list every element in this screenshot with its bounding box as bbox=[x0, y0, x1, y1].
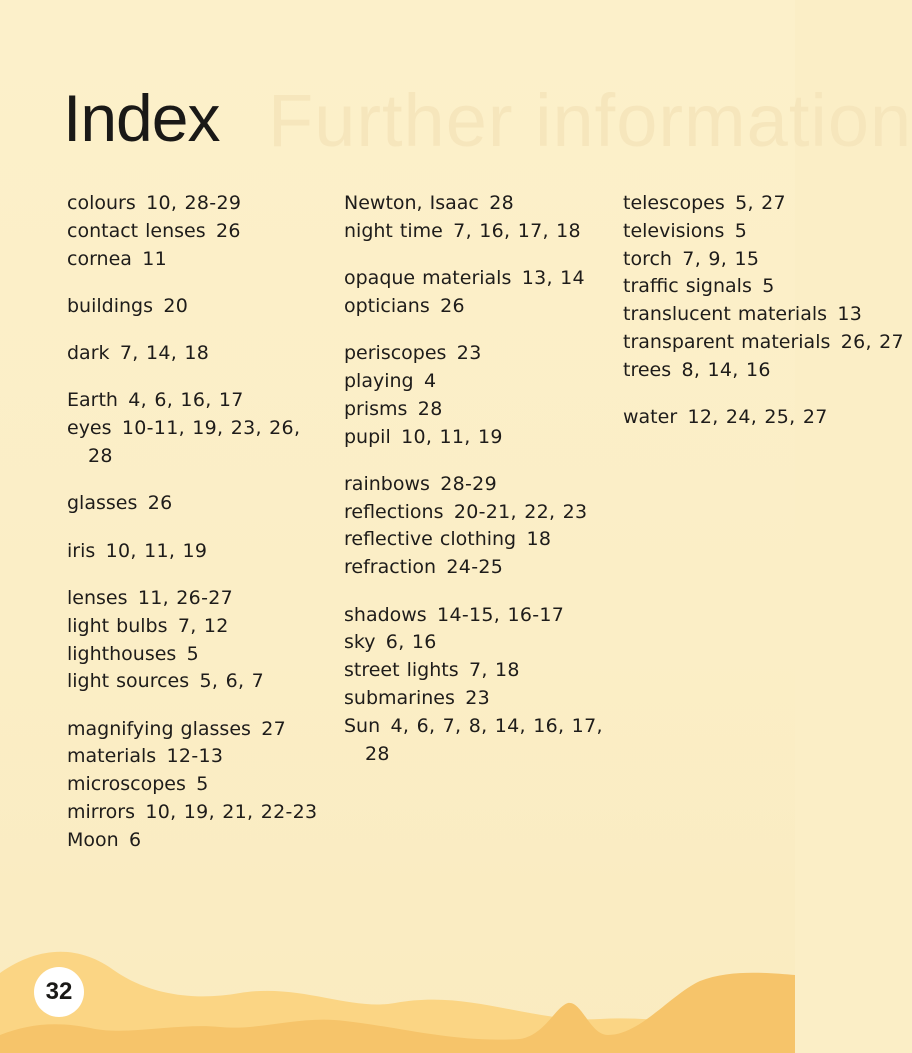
index-pages: 7, 18 bbox=[461, 659, 520, 682]
index-entry bbox=[344, 499, 609, 527]
index-pages: 5, 6, 7 bbox=[192, 670, 265, 693]
index-term: buildings bbox=[67, 294, 154, 317]
index-term: lenses bbox=[67, 586, 128, 609]
index-term: dark bbox=[67, 342, 110, 365]
index-pages: 10-11, 19, 23, 26, 28 bbox=[88, 417, 301, 468]
ghost-heading: Further information bbox=[268, 79, 912, 162]
index-pages: 13 bbox=[830, 303, 863, 326]
index-term: translucent materials bbox=[623, 303, 828, 326]
index-term: contact lenses bbox=[67, 219, 206, 242]
index-term: periscopes bbox=[344, 342, 447, 365]
index-entry bbox=[67, 538, 332, 566]
index-group bbox=[67, 387, 332, 470]
index-column-3 bbox=[623, 190, 904, 451]
index-pages: 24-25 bbox=[439, 556, 504, 579]
index-pages: 14-15, 16-17 bbox=[429, 603, 565, 626]
index-pages: 20 bbox=[156, 294, 189, 317]
index-term: sky bbox=[344, 631, 376, 654]
index-pages: 7, 9, 15 bbox=[674, 247, 760, 270]
index-entry bbox=[623, 301, 863, 329]
index-pages: 23 bbox=[449, 342, 482, 365]
index-pages: 4 bbox=[416, 369, 437, 392]
index-term: submarines bbox=[344, 686, 455, 709]
decorative-waves bbox=[0, 923, 795, 1053]
index-entry bbox=[623, 329, 904, 357]
index-term: playing bbox=[344, 369, 414, 392]
index-pages: 5 bbox=[188, 773, 209, 796]
index-entry bbox=[344, 471, 609, 499]
index-term: light sources bbox=[67, 670, 190, 693]
index-term: Sun bbox=[344, 714, 381, 737]
index-pages: 12, 24, 25, 27 bbox=[680, 406, 828, 429]
index-entry bbox=[67, 613, 332, 641]
index-entry bbox=[344, 526, 609, 554]
index-pages: 6 bbox=[121, 828, 142, 851]
index-term: Newton, Isaac bbox=[344, 192, 479, 214]
index-pages: 12-13 bbox=[159, 745, 224, 768]
index-group bbox=[67, 490, 332, 518]
index-term: lighthouses bbox=[67, 642, 177, 665]
index-group bbox=[67, 538, 332, 566]
index-term: water bbox=[623, 406, 678, 429]
index-entry bbox=[344, 713, 609, 769]
index-term: glasses bbox=[67, 492, 138, 515]
index-pages: 7, 16, 17, 18 bbox=[445, 219, 581, 242]
index-pages: 10, 19, 21, 22-23 bbox=[138, 801, 318, 824]
index-entry bbox=[344, 554, 609, 582]
index-group bbox=[344, 471, 609, 582]
index-entry bbox=[67, 827, 332, 855]
index-term: reflections bbox=[344, 500, 444, 523]
index-entry bbox=[67, 190, 332, 218]
index-pages: 10, 28-29 bbox=[138, 192, 242, 214]
index-term: iris bbox=[67, 539, 96, 562]
index-term: traffic signals bbox=[623, 275, 752, 298]
index-pages: 4, 6, 16, 17 bbox=[120, 389, 244, 412]
index-entry bbox=[67, 716, 332, 744]
index-pages: 6, 16 bbox=[378, 631, 437, 654]
index-term: shadows bbox=[344, 603, 427, 626]
index-term: televisions bbox=[623, 219, 725, 242]
index-group bbox=[344, 602, 609, 769]
index-pages: 11, 26-27 bbox=[130, 586, 234, 609]
index-column-2 bbox=[344, 190, 609, 788]
index-entry bbox=[67, 641, 332, 669]
index-pages: 10, 11, 19 bbox=[393, 425, 503, 448]
page-number-badge: 32 bbox=[34, 967, 84, 1017]
index-entry bbox=[67, 799, 332, 827]
index-entry bbox=[67, 585, 332, 613]
index-pages: 26 bbox=[208, 219, 241, 242]
index-pages: 28-29 bbox=[432, 472, 497, 495]
index-entry bbox=[344, 657, 609, 685]
index-entry bbox=[344, 396, 609, 424]
index-group bbox=[67, 293, 332, 321]
index-pages: 4, 6, 7, 8, 14, 16, 17, 28 bbox=[365, 714, 603, 765]
index-term: transparent materials bbox=[623, 330, 831, 353]
index-pages: 5 bbox=[754, 275, 775, 298]
index-entry bbox=[67, 415, 332, 471]
index-group bbox=[623, 404, 828, 432]
index-entry bbox=[67, 246, 332, 274]
index-pages: 23 bbox=[457, 686, 490, 709]
index-pages: 8, 14, 16 bbox=[674, 358, 771, 381]
index-pages: 28 bbox=[481, 192, 514, 214]
index-group bbox=[67, 190, 332, 273]
index-group bbox=[67, 716, 332, 855]
index-group bbox=[344, 340, 609, 451]
index-term: Moon bbox=[67, 828, 119, 851]
index-entry bbox=[344, 602, 609, 630]
index-pages: 18 bbox=[519, 528, 552, 551]
index-entry bbox=[344, 685, 609, 713]
index-entry bbox=[623, 218, 823, 246]
index-term: microscopes bbox=[67, 773, 186, 796]
index-term: reflective clothing bbox=[344, 528, 517, 551]
index-term: eyes bbox=[67, 417, 112, 440]
index-entry bbox=[344, 218, 609, 246]
index-pages: 5, 27 bbox=[727, 192, 786, 214]
index-entry bbox=[623, 357, 823, 385]
index-entry bbox=[344, 368, 609, 396]
index-pages: 7, 12 bbox=[170, 614, 229, 637]
index-term: rainbows bbox=[344, 472, 430, 495]
index-entry bbox=[623, 404, 828, 432]
index-pages: 28 bbox=[410, 397, 443, 420]
index-term: light bulbs bbox=[67, 614, 168, 637]
index-term: magnifying glasses bbox=[67, 717, 251, 740]
index-term: telescopes bbox=[623, 192, 725, 214]
index-group bbox=[67, 340, 332, 368]
index-entry bbox=[623, 246, 823, 274]
index-entry bbox=[67, 668, 332, 696]
index-term: street lights bbox=[344, 659, 459, 682]
index-entry bbox=[67, 490, 332, 518]
index-term: pupil bbox=[344, 425, 391, 448]
index-term: mirrors bbox=[67, 801, 135, 824]
index-entry bbox=[67, 340, 332, 368]
index-pages: 11 bbox=[134, 247, 168, 270]
index-term: trees bbox=[623, 358, 672, 381]
index-entry bbox=[67, 218, 332, 246]
index-pages: 13, 14 bbox=[514, 267, 585, 290]
index-entry bbox=[67, 293, 332, 321]
index-group bbox=[67, 585, 332, 696]
index-entry bbox=[623, 273, 823, 301]
index-pages: 26, 27 bbox=[833, 330, 904, 353]
page-title: Index bbox=[63, 81, 220, 155]
index-column-1 bbox=[67, 190, 332, 874]
index-entry bbox=[344, 629, 609, 657]
index-group bbox=[344, 265, 609, 321]
index-term: colours bbox=[67, 192, 136, 214]
index-pages: 26 bbox=[432, 294, 465, 317]
index-pages: 7, 14, 18 bbox=[112, 342, 210, 365]
index-entry bbox=[344, 424, 609, 452]
index-group bbox=[623, 190, 904, 385]
index-term: night time bbox=[344, 219, 443, 242]
index-entry bbox=[344, 265, 609, 293]
index-term: materials bbox=[67, 745, 157, 768]
index-term: prisms bbox=[344, 397, 408, 420]
index-group bbox=[344, 190, 609, 246]
index-entry bbox=[67, 387, 332, 415]
index-term: refraction bbox=[344, 556, 437, 579]
index-term: Earth bbox=[67, 389, 118, 412]
index-pages: 5 bbox=[727, 219, 748, 242]
index-pages: 5 bbox=[179, 642, 200, 665]
index-entry bbox=[67, 743, 332, 771]
index-term: opticians bbox=[344, 294, 430, 317]
index-pages: 10, 11, 19 bbox=[98, 539, 208, 562]
index-entry bbox=[344, 340, 609, 368]
index-entry bbox=[623, 190, 823, 218]
index-term: torch bbox=[623, 247, 672, 270]
index-term: opaque materials bbox=[344, 267, 512, 290]
index-entry bbox=[344, 293, 609, 321]
index-pages: 27 bbox=[253, 717, 287, 740]
index-entry bbox=[67, 771, 332, 799]
index-pages: 20-21, 22, 23 bbox=[446, 500, 588, 523]
index-term: cornea bbox=[67, 247, 132, 270]
index-pages: 26 bbox=[140, 492, 173, 515]
index-entry bbox=[344, 190, 609, 218]
